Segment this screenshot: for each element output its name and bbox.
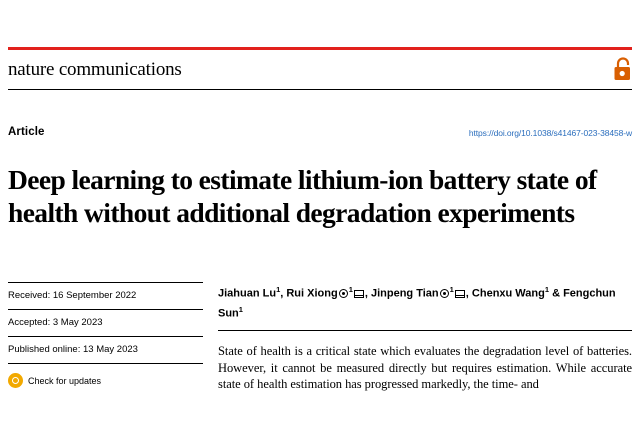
doi-link[interactable]: https://doi.org/10.1038/s41467-023-38458-w — [468, 128, 632, 138]
page-title: Deep learning to estimate lithium-ion battery state of health without additional degradation experiments — [8, 164, 597, 229]
author-list: Jiahuan Lu$^1$, Rui Xiong $^1$ , Jinpeng Tian $^1$ , Chenxu Wang$^1$ & Fengchun Sun$^1$ — [218, 282, 632, 331]
journal-masthead — [8, 57, 632, 89]
orcid-icon[interactable] — [339, 289, 348, 298]
article-type-label: Article — [8, 126, 45, 138]
email-icon[interactable] — [354, 290, 364, 298]
journal-name: nature communications — [8, 59, 182, 80]
check-for-updates-label: Check for updates — [28, 375, 102, 386]
article-body — [218, 282, 632, 393]
open-access-icon[interactable] — [612, 56, 634, 84]
email-icon[interactable] — [455, 290, 465, 298]
received-date: Received: 16 September 2022 — [8, 282, 203, 310]
published-date: Published online: 13 May 2023 — [8, 337, 203, 364]
brand-top-rule — [8, 47, 632, 50]
publication-dates — [8, 282, 203, 388]
check-for-updates-button[interactable] — [8, 364, 203, 388]
abstract-text: State of health is a critical state which evaluates the degradation level of batteries. However, it cannot be measured directly but requires estimation. While accurate state of health estimation has progressed markedly, the time- and — [218, 344, 632, 392]
masthead-divider — [8, 89, 632, 90]
crossmark-icon — [8, 373, 23, 388]
accepted-date: Accepted: 3 May 2023 — [8, 310, 203, 337]
orcid-icon[interactable] — [440, 289, 449, 298]
